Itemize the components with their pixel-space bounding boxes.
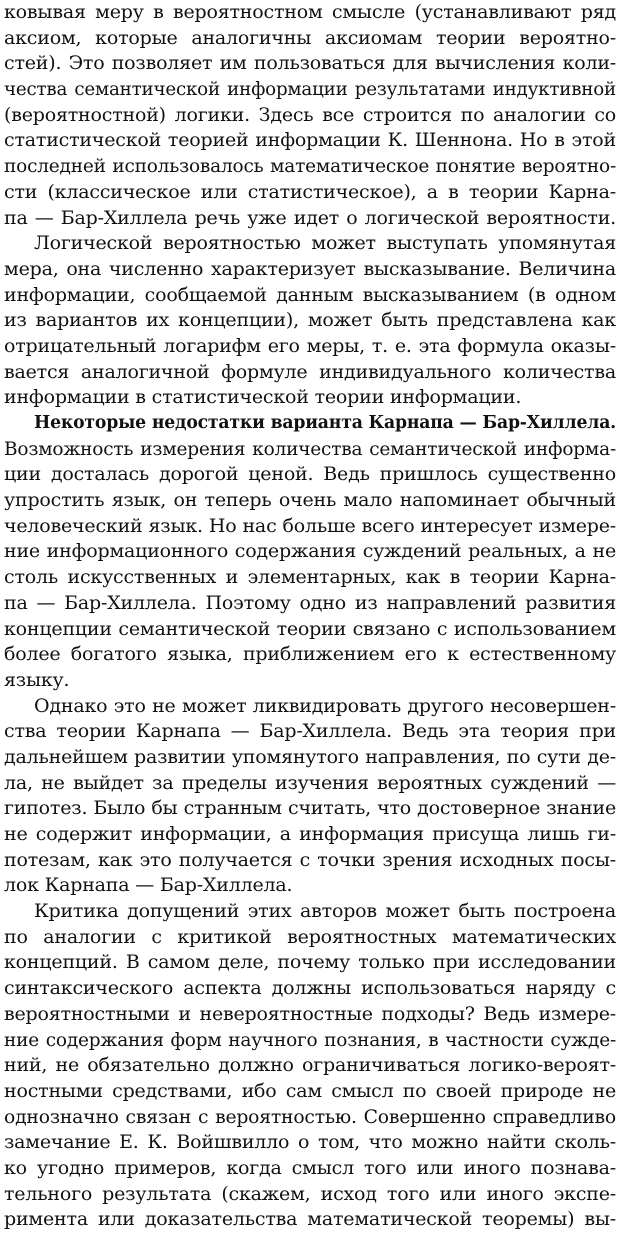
- text-line: упростить язык, он теперь очень мало напоминает обычный: [4, 489, 616, 512]
- text-line: Логической вероятностью может выступать упомянутая: [34, 232, 616, 255]
- text-line: концепций. В самом деле, почему только при исследовании: [4, 951, 616, 974]
- text-line: отрицательный логарифм его меры, т. е. эта формула оказы-: [4, 334, 616, 357]
- text-line: лок Карнапа — Бар-Хиллела.: [4, 874, 293, 897]
- text-line: потезам, как это получается с точки зрения исходных посы-: [4, 848, 616, 871]
- text-line: более богатого языка, приближением его к естественному: [4, 643, 616, 666]
- text-line: концепции семантической теории связано с использованием: [4, 617, 616, 640]
- text-line: однозначно связан с вероятностью. Совершенно справедливо: [4, 1106, 616, 1128]
- text-line: замечание Е. К. Войшвилло о том, что можно найти сколь-: [4, 1131, 616, 1154]
- text-line: синтаксического аспекта должны использоваться наряду с: [4, 977, 616, 1000]
- text-line: вероятностными и невероятностные подходы? Ведь измере-: [4, 1002, 616, 1025]
- text-line: тельного результата (скажем, исход того или иного экспе-: [4, 1182, 616, 1205]
- section-heading: Некоторые недостатки варианта Карнапа — Бар-Хиллела.: [34, 413, 616, 433]
- text-line: стей). Это позволяет им пользоваться для вычисления коли-: [4, 52, 616, 75]
- text-line: мера, она численно характеризует высказывание. Величина: [4, 257, 616, 280]
- text-line: ства теории Карнапа — Бар-Хиллела. Ведь эта теория при: [4, 720, 616, 743]
- text-line: информации, сообщаемой данным высказыванием (в одном: [4, 283, 616, 306]
- text-line: ции досталась дорогой ценой. Ведь пришлось существенно: [4, 463, 616, 486]
- text-line: па — Бар-Хиллела речь уже идет о логической вероятности.: [4, 206, 616, 229]
- text-line: римента или доказательства математической теоремы) вы-: [4, 1208, 616, 1231]
- text-line: ние содержания форм научного познания, в частности сужде-: [4, 1029, 616, 1051]
- text-line: аксиом, которые аналогичны аксиомам теории вероятно-: [4, 26, 616, 49]
- text-line: ла, не выйдет за пределы изучения вероятных суждений —: [4, 771, 616, 794]
- text-line: (вероятностной) логики. Здесь все строится по аналогии со: [4, 103, 616, 126]
- text-line: ко угодно примеров, когда смысл того или иного познава-: [4, 1156, 616, 1179]
- text-line: чества семантической информации результатами индуктивной: [4, 79, 616, 101]
- text-line: сти (классическое или статистическое), а в теории Карна-: [4, 180, 616, 203]
- text-line: языку.: [4, 668, 70, 691]
- text-line: последней использовалось математическое понятие вероятно-: [4, 156, 616, 178]
- text-line: информации в статистической теории информации.: [4, 386, 522, 409]
- text-line: не содержит информации, а информация присуща лишь ги-: [4, 823, 616, 845]
- text-line: Критика допущений этих авторов может быть построена: [34, 900, 616, 923]
- text-line: ностными средствами, ибо сам смысл по своей природе не: [4, 1079, 616, 1102]
- text-line: статистической теорией информации К. Шеннона. Но в этой: [4, 129, 616, 152]
- text-line: столь искусственных и элементарных, как в теории Карна-: [4, 566, 616, 589]
- text-line: ний, не обязательно должно ограничиваться логико-вероят-: [4, 1054, 616, 1077]
- text-line: по аналогии с критикой вероятностных математических: [4, 925, 616, 948]
- text-line: ковывая меру в вероятностном смысле (устанавливают ряд: [4, 1, 616, 23]
- text-line: из вариантов их концепции), может быть представлена как: [4, 309, 616, 332]
- text-line: гипотез. Было бы странным считать, что достоверное знание: [4, 797, 616, 820]
- text-line: па — Бар-Хиллела. Поэтому одно из направлений развития: [4, 591, 616, 614]
- text-line: дальнейшем развитии упомянутого направления, по сути де-: [4, 745, 616, 768]
- text-line: Однако это не может ликвидировать другого несовершен-: [34, 694, 616, 717]
- text-line: Возможность измерения количества семантической информа-: [4, 438, 616, 460]
- text-line: человеческий язык. Но нас больше всего интересует измере-: [4, 514, 616, 537]
- text-line: ние информационного содержания суждений реальных, а не: [4, 540, 616, 563]
- text-line: вается аналогичной формуле индивидуального количества: [4, 360, 616, 383]
